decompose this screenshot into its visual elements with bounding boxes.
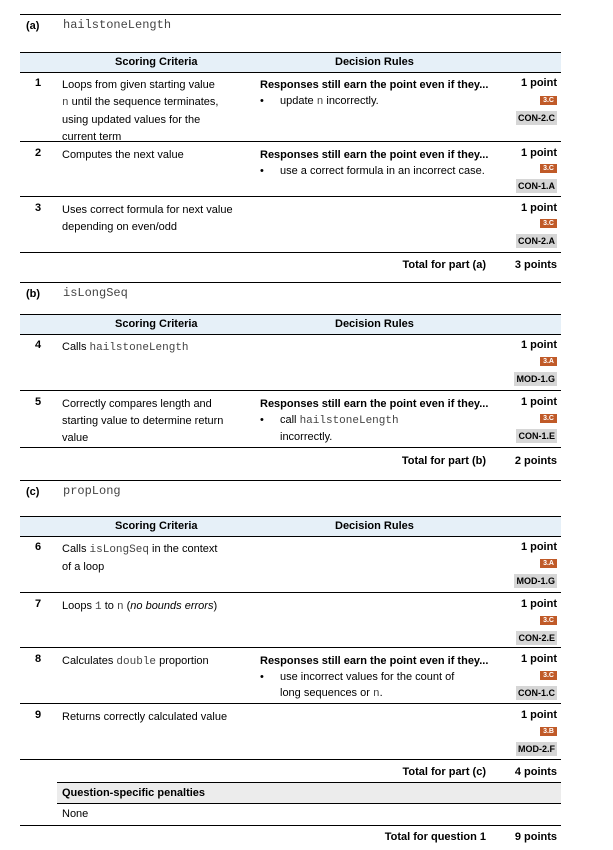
- points: 1 point: [520, 598, 557, 610]
- table-header: [20, 52, 561, 73]
- total-label: Total for part (b): [401, 455, 486, 467]
- section-label: (b): [26, 288, 41, 300]
- criteria-line: Returns correctly calculated value: [62, 711, 228, 723]
- criteria-text: Loops 1 to n (no bounds errors): [62, 600, 218, 613]
- total-value: 4 points: [514, 766, 557, 778]
- practice-badge: 3.A: [540, 357, 557, 366]
- decision-rules: [260, 396, 495, 445]
- table-row: [20, 648, 561, 704]
- practice-badge: 3.C: [540, 164, 557, 173]
- row-number: 1: [35, 77, 42, 89]
- skill-code: CON-2.A: [517, 236, 555, 246]
- method-name: hailstoneLength: [63, 18, 172, 32]
- total-value: 2 points: [514, 455, 557, 467]
- rule-text: use a correct formula in an incorrect case.: [280, 165, 485, 177]
- points: 1 point: [520, 396, 557, 408]
- table-row: [20, 197, 561, 253]
- skill-code: MOD-1.G: [516, 576, 555, 586]
- decision-rules-header: Decision Rules: [335, 318, 414, 330]
- table-row: [20, 704, 561, 760]
- practice-badge: 3.C: [540, 414, 557, 423]
- criteria-line: current term: [62, 131, 122, 143]
- criteria-text: Calls hailstoneLength: [62, 341, 189, 354]
- skill-code: MOD-2.F: [518, 744, 555, 754]
- criteria-text: [62, 202, 250, 236]
- criteria-text: Calculates double proportion: [62, 655, 209, 668]
- criteria-text: Calls isLongSeq in the context of a loop: [62, 541, 250, 576]
- total-label: Total for part (a): [402, 259, 486, 271]
- table-row: [20, 334, 561, 391]
- section-b-header: [20, 282, 561, 313]
- total-value: 3 points: [514, 259, 557, 271]
- rule-bullet: • use a correct formula in an incorrect case.: [260, 165, 485, 177]
- section-label: (c): [26, 486, 40, 498]
- part-total: [20, 253, 561, 279]
- skill-code: MOD-1.G: [516, 374, 555, 384]
- question-total-value: 9 points: [514, 831, 557, 843]
- rules-heading: Responses still earn the point even if they...: [260, 79, 489, 91]
- criteria-line: Loops from given starting value: [62, 79, 215, 91]
- criteria-text: Loops from given starting value n until the sequence terminates, using updated values for the current term: [62, 77, 250, 146]
- criteria-text: [62, 709, 250, 726]
- method-name: isLongSeq: [63, 286, 128, 300]
- row-number: 6: [35, 541, 42, 553]
- method-name: propLong: [63, 484, 121, 498]
- criteria-line: depending on even/odd: [62, 221, 177, 233]
- criteria-line: starting value to determine return: [62, 415, 224, 427]
- decision-rules: [260, 77, 495, 110]
- penalties-row: [57, 804, 561, 824]
- practice-badge: 3.C: [540, 219, 557, 228]
- points: 1 point: [520, 541, 557, 553]
- skill-code: CON-1.E: [518, 431, 555, 441]
- penalties-header: [57, 782, 561, 804]
- skill-code: CON-2.E: [518, 633, 555, 643]
- criteria-line: Uses correct formula for next value: [62, 204, 233, 216]
- criteria-line: Correctly compares length and: [62, 398, 212, 410]
- penalties-value: None: [62, 808, 89, 820]
- rules-heading: Responses still earn the point even if they...: [260, 149, 489, 161]
- practice-badge: 3.B: [540, 727, 557, 736]
- table-row: [20, 536, 561, 593]
- row-number: 5: [35, 396, 42, 408]
- section-c-header: [20, 480, 561, 515]
- points: 1 point: [520, 202, 557, 214]
- question-total-label: Total for question 1: [384, 831, 486, 843]
- points: 1 point: [520, 147, 557, 159]
- skill-code: CON-1.C: [517, 688, 555, 698]
- points: 1 point: [520, 339, 557, 351]
- points: 1 point: [520, 653, 557, 665]
- skill-code: CON-1.A: [517, 181, 555, 191]
- row-number: 4: [35, 339, 42, 351]
- criteria-line: of a loop: [62, 561, 105, 573]
- decision-rules: [260, 653, 495, 702]
- table-header: [20, 516, 561, 537]
- table-row: [20, 593, 561, 648]
- part-total: [20, 449, 561, 475]
- scoring-criteria-header: Scoring Criteria: [115, 520, 198, 532]
- rule-bullet: • call hailstoneLength incorrectly.: [260, 414, 399, 443]
- rules-heading: Responses still earn the point even if they...: [260, 398, 489, 410]
- rules-heading: Responses still earn the point even if they...: [260, 655, 489, 667]
- row-number: 9: [35, 709, 42, 721]
- table-row: [20, 72, 561, 142]
- criteria-line: using updated values for the: [62, 114, 201, 126]
- decision-rules-header: Decision Rules: [335, 56, 414, 68]
- row-number: 3: [35, 202, 42, 214]
- practice-badge: 3.C: [540, 96, 557, 105]
- scoring-criteria-header: Scoring Criteria: [115, 318, 198, 330]
- points: 1 point: [520, 77, 557, 89]
- section-label: (a): [26, 20, 40, 32]
- points: 1 point: [520, 709, 557, 721]
- decision-rules-header: Decision Rules: [335, 520, 414, 532]
- table-header: [20, 314, 561, 335]
- decision-rules: [260, 147, 495, 179]
- question-total: [20, 825, 561, 848]
- section-a-header: [20, 14, 561, 51]
- penalties-title: Question-specific penalties: [62, 787, 206, 799]
- practice-badge: 3.C: [540, 616, 557, 625]
- criteria-text: [62, 147, 250, 164]
- practice-badge: 3.A: [540, 559, 557, 568]
- table-row: [20, 391, 561, 448]
- criteria-line: Computes the next value: [62, 149, 184, 161]
- row-number: 8: [35, 653, 42, 665]
- row-number: 7: [35, 598, 42, 610]
- criteria-line: value: [62, 432, 89, 444]
- rule-bullet: • use incorrect values for the count of long sequences or n.: [260, 671, 455, 700]
- criteria-text: [62, 396, 250, 447]
- row-number: 2: [35, 147, 42, 159]
- practice-badge: 3.C: [540, 671, 557, 680]
- rule-bullet: • update n incorrectly.: [260, 95, 379, 108]
- skill-code: CON-2.C: [517, 113, 555, 123]
- total-label: Total for part (c): [402, 766, 486, 778]
- scoring-criteria-header: Scoring Criteria: [115, 56, 198, 68]
- table-row: [20, 142, 561, 197]
